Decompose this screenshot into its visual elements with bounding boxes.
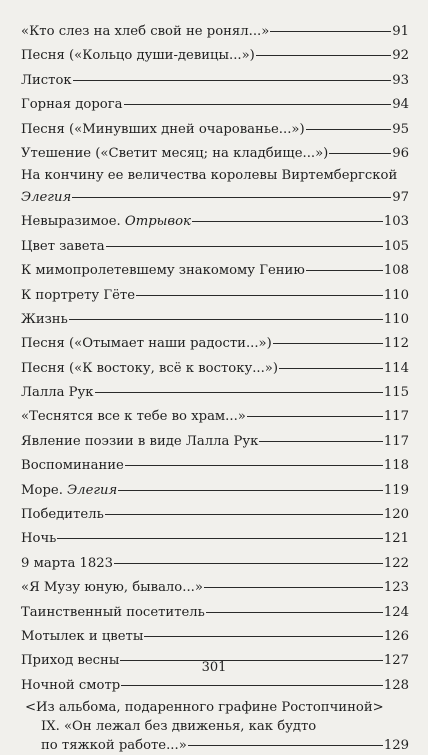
toc-entry-page: 114 (383, 360, 409, 376)
toc-entry-title: К портрету Гёте (21, 287, 135, 303)
toc-entry (21, 601, 409, 625)
dot-leader (124, 104, 392, 105)
toc-entry-page: 97 (392, 190, 409, 206)
toc-entry-subtitle: Элегия (21, 190, 72, 206)
toc-entry-title (21, 210, 191, 234)
dot-leader (121, 685, 383, 686)
toc-entry-page: 122 (383, 555, 409, 571)
dot-leader (306, 129, 392, 130)
toc-entry-page: 110 (383, 287, 409, 303)
dot-leader (329, 153, 391, 154)
toc-entry-title: Мотылек и цветы (21, 628, 144, 644)
toc-entry-title: «Я Музу юную, бывало...» (21, 580, 203, 596)
toc-entry-page: 110 (383, 311, 409, 327)
page-number: 301 (201, 660, 227, 675)
toc-entry-page: 112 (383, 336, 409, 352)
toc-entry (21, 118, 409, 142)
toc-entry-page: 121 (383, 531, 409, 547)
toc-entry-title: Горная дорога (21, 97, 123, 113)
toc-entry-page: 103 (383, 214, 409, 230)
dot-leader (306, 270, 383, 271)
dot-leader (206, 612, 383, 613)
dot-leader (72, 197, 391, 198)
dot-leader (188, 745, 383, 746)
toc-entry (21, 479, 409, 503)
toc-entry-title: Песня («К востоку, всё к востоку...») (21, 360, 278, 376)
toc-entry (21, 142, 409, 166)
toc-entry (21, 576, 409, 600)
toc-entry (21, 166, 409, 210)
toc-entry-page: 124 (383, 604, 409, 620)
toc-entry (21, 20, 409, 44)
toc-entry-title: «Теснятся все к тебе во храм...» (21, 409, 246, 425)
toc-entry-title: К мимопролетевшему знакомому Гению (21, 263, 305, 279)
toc-entry (21, 405, 409, 429)
dot-leader (279, 368, 383, 369)
dot-leader (106, 246, 383, 247)
toc-entry (21, 357, 409, 381)
toc-entry-title: Ночной смотр (21, 677, 121, 693)
toc-entry (21, 454, 409, 478)
toc-entry-page: 96 (392, 145, 409, 161)
toc-entry (21, 332, 409, 356)
toc-entry-page: 108 (383, 263, 409, 279)
toc-entry-title: Жизнь (21, 311, 68, 327)
dot-leader (144, 636, 382, 637)
toc-entry (21, 69, 409, 93)
toc-entry-title: Песня («Кольцо души-девицы...») (21, 48, 255, 64)
toc-entry-title: Приход весны (21, 653, 120, 669)
toc-entry-title: Песня («Отымает наши радости...») (21, 336, 272, 352)
toc-entry-page: 93 (392, 72, 409, 88)
toc-entry (21, 93, 409, 117)
toc-entry-title: Утешение («Светит месяц; на кладбище...») (21, 145, 329, 161)
toc-sub-entry-title-line2: по тяжкой работе...» (41, 738, 187, 754)
toc-entry-page: 123 (383, 580, 409, 596)
dot-leader (57, 538, 382, 539)
toc-entry-title-main: Море. (21, 482, 63, 498)
dot-leader (95, 392, 383, 393)
toc-entry-page: 92 (392, 48, 409, 64)
toc-entry (21, 44, 409, 68)
toc-entry-page: 115 (383, 385, 409, 401)
toc-entry-page: 120 (383, 507, 409, 523)
toc-entry-page: 126 (383, 628, 409, 644)
toc-entry (21, 210, 409, 234)
dot-leader (125, 465, 383, 466)
dot-leader (69, 319, 383, 320)
toc-entry-page: 94 (392, 97, 409, 113)
dot-leader (73, 80, 392, 81)
toc-entry (21, 552, 409, 576)
toc-entry-page: 117 (383, 409, 409, 425)
toc-entry-page: 105 (383, 238, 409, 254)
toc-entry-title: Явление поэзии в виде Лалла Рук (21, 433, 259, 449)
toc-entry-title: «Кто слез на хлеб свой не ронял...» (21, 24, 270, 39)
toc-entry-page: 117 (383, 433, 409, 449)
dot-leader (105, 514, 383, 515)
toc-entry (21, 284, 409, 308)
toc-entry-title: Лалла Рук (21, 385, 94, 401)
toc-sub-entry-title-line1: IX. «Он лежал без движенья, как будто (41, 719, 317, 735)
dot-leader (192, 221, 383, 222)
toc-entry-title-italic: Элегия (67, 482, 118, 498)
toc-entry (21, 674, 409, 698)
toc-group-heading: <Из альбома, подаренного графине Ростопчиной> (25, 700, 384, 716)
dot-leader (114, 563, 383, 564)
toc-entry (21, 625, 409, 649)
dot-leader (273, 343, 383, 344)
toc-sub-entry-page: 129 (383, 738, 409, 754)
toc-entry (21, 503, 409, 527)
dot-leader (256, 55, 391, 56)
toc-entry-title: 9 марта 1823 (21, 555, 114, 571)
toc-entry-title: Песня («Минувших дней очарованье...») (21, 121, 305, 137)
toc-sub-entry (21, 717, 409, 755)
dot-leader (270, 31, 391, 32)
dot-leader (259, 441, 382, 442)
dot-leader (136, 295, 383, 296)
toc-entry-title (21, 479, 117, 503)
dot-leader (247, 416, 383, 417)
toc-entry-title: Листок (21, 72, 72, 88)
toc-entry-page: 128 (383, 677, 409, 693)
toc-entry-page: 118 (383, 458, 409, 474)
toc-entry-title: Таинственный посетитель (21, 604, 205, 620)
toc-group (21, 698, 409, 755)
toc-entry-page: 127 (383, 653, 409, 669)
toc-entry (21, 259, 409, 283)
toc-entry-title: Ночь (21, 531, 57, 547)
toc-entry-page: 95 (392, 121, 409, 137)
toc-entry (21, 430, 409, 454)
toc-entry-title-italic: Отрывок (124, 214, 191, 230)
toc-entry (21, 527, 409, 551)
table-of-contents (21, 20, 409, 755)
dot-leader (118, 490, 383, 491)
toc-entry (21, 381, 409, 405)
toc-entry-page: 91 (392, 24, 409, 39)
toc-entry (21, 308, 409, 332)
toc-entry-title: На кончину ее величества королевы Виртембергской (21, 168, 398, 184)
toc-entry (21, 235, 409, 259)
toc-entry-title-main: Невыразимое. (21, 214, 121, 230)
toc-entry-title: Воспоминание (21, 458, 124, 474)
dot-leader (204, 587, 383, 588)
toc-entry-title: Цвет завета (21, 238, 105, 254)
toc-entry-page: 119 (383, 482, 409, 498)
toc-entry-title: Победитель (21, 507, 104, 523)
